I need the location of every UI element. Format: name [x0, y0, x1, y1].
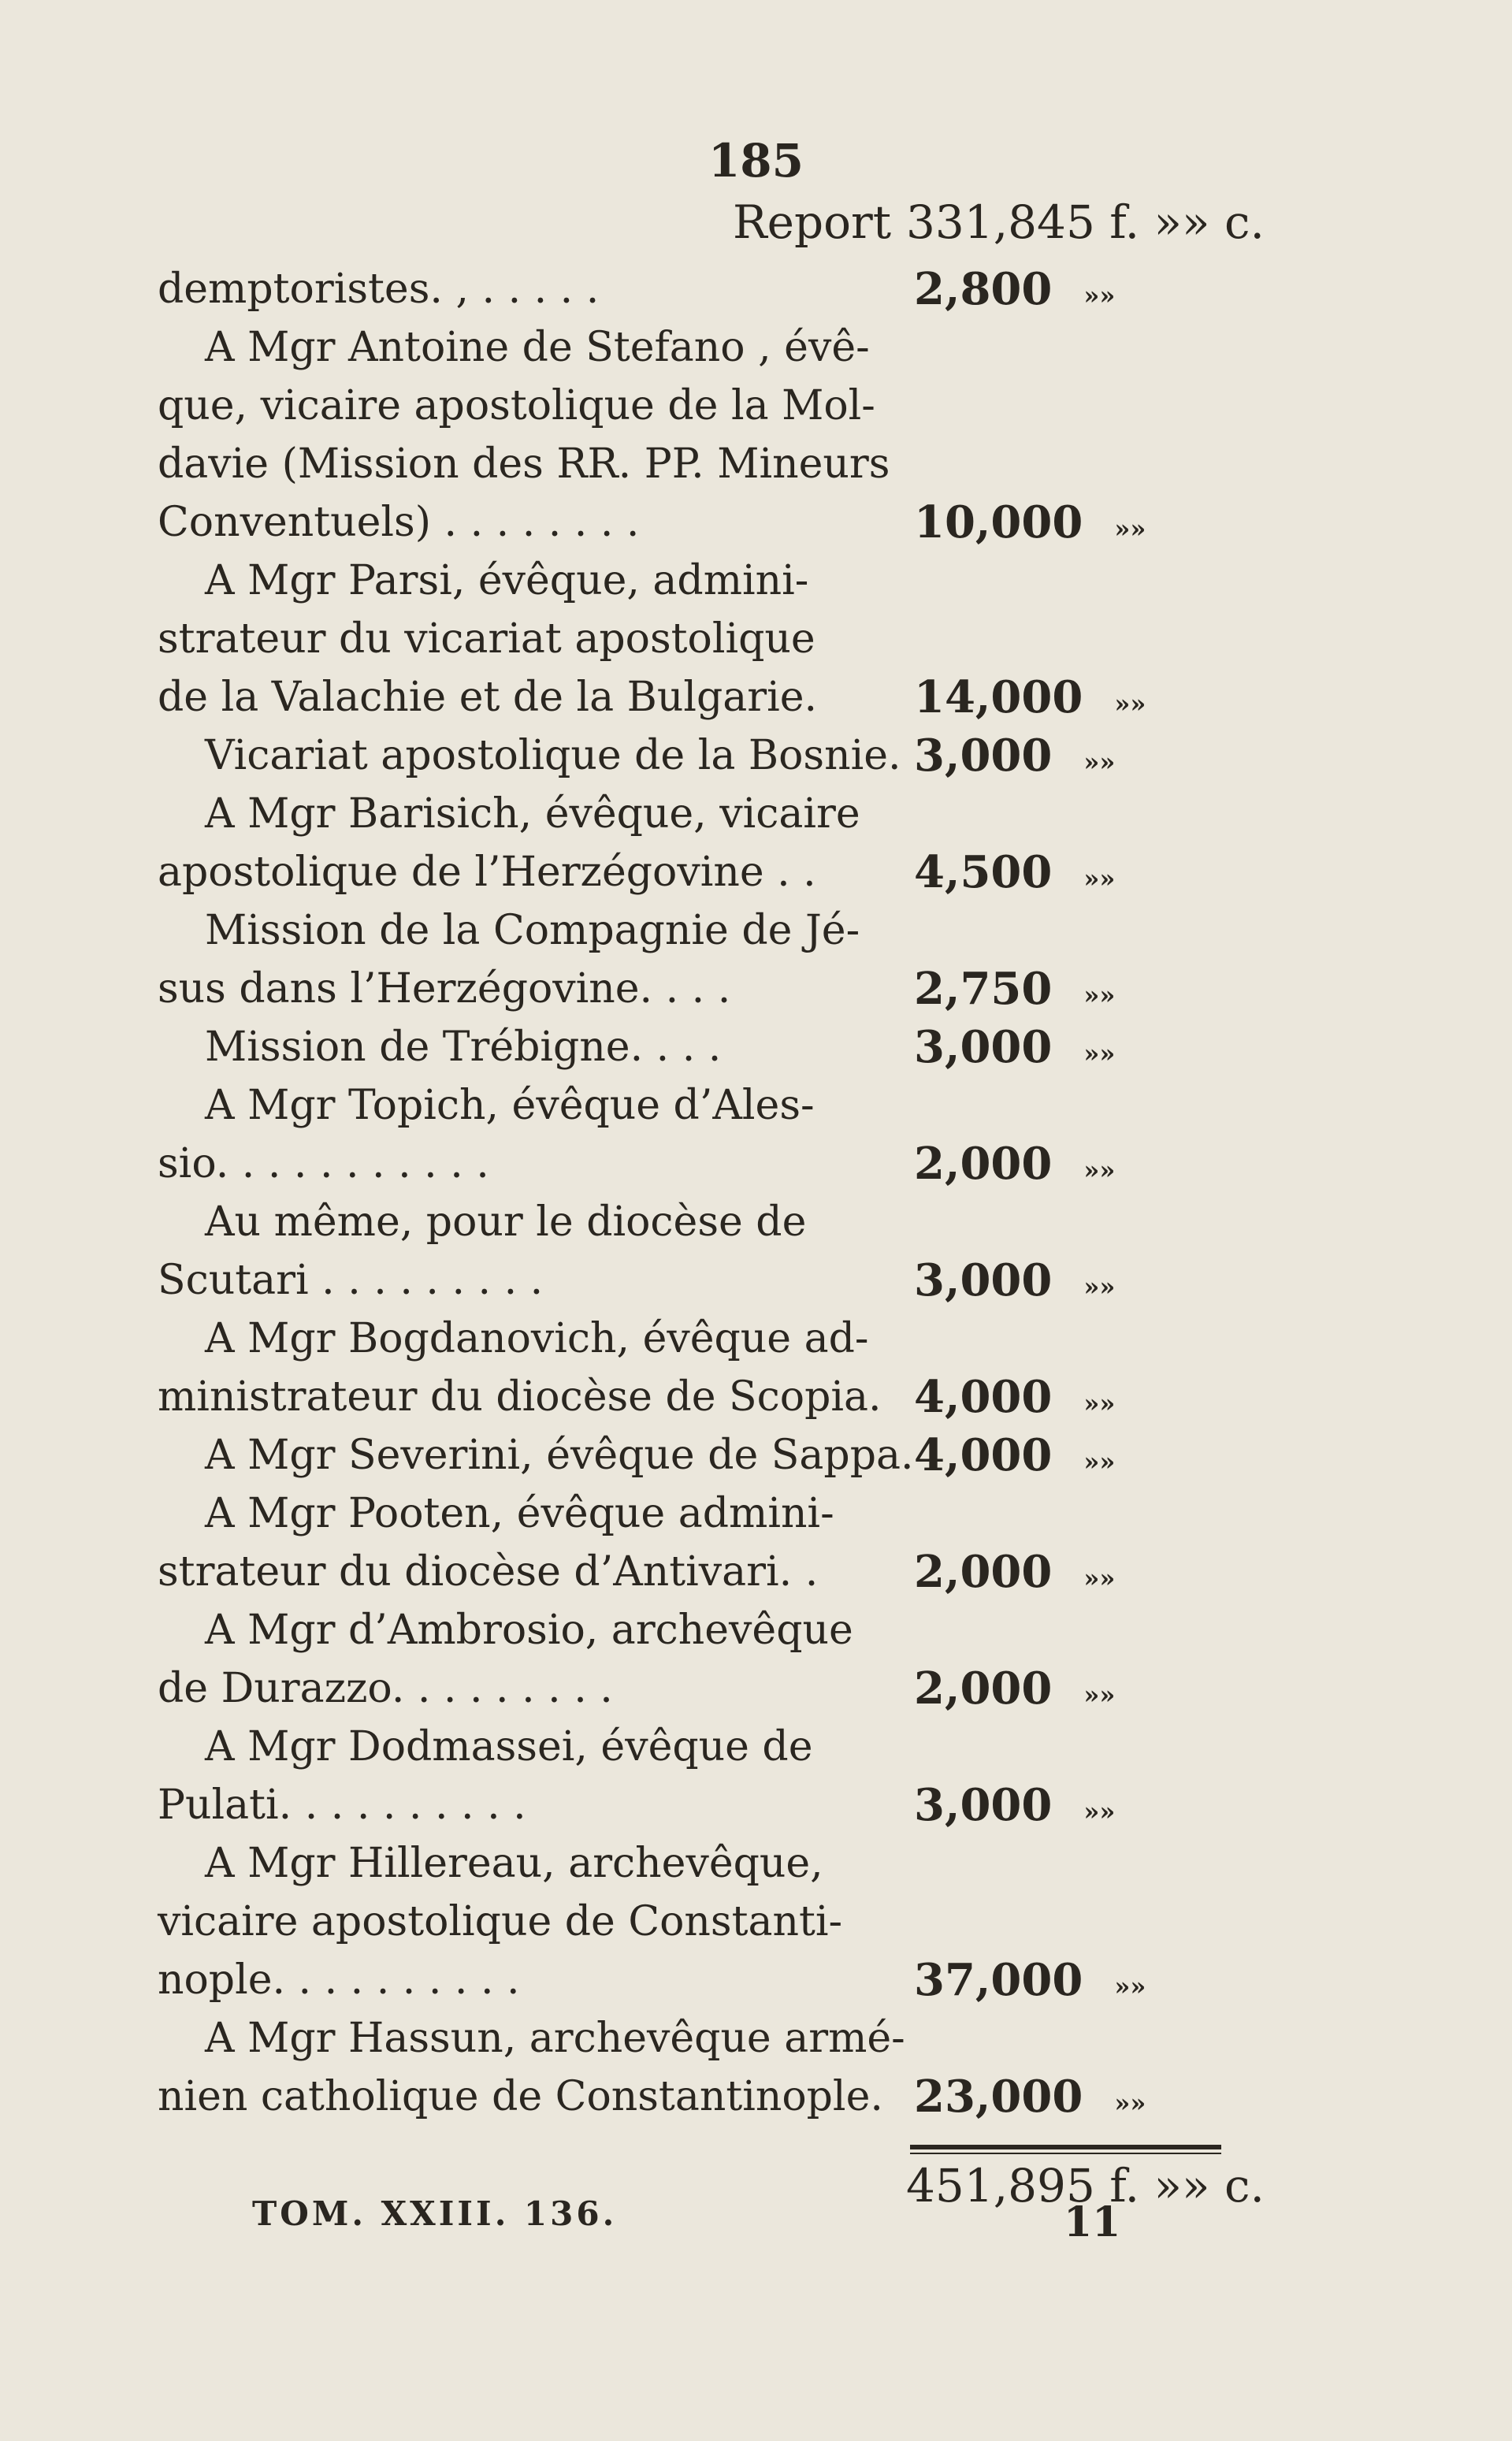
amount-value: 3,000: [914, 1779, 1053, 1831]
ledger-entry: [158, 901, 1221, 1018]
entry-text-line: demptoristes. , . . . . .: [158, 266, 600, 313]
amount-value: 3,000: [914, 730, 1053, 782]
amount-value: 2,750: [914, 963, 1053, 1015]
amount-suffix: »»: [1083, 1796, 1116, 1826]
grand-total: 451,895 f. »» c.: [906, 2159, 1265, 2213]
amount-suffix: »»: [1083, 1447, 1116, 1477]
entry-text-line: A Mgr Severini, évêque de Sappa.: [205, 1432, 914, 1479]
total-rule: [910, 2145, 1221, 2149]
entry-text-line: apostolique de l’Herzégovine . .: [158, 849, 816, 896]
signature-mark: [252, 2194, 617, 2233]
entry-text-line: A Mgr Hassun, archevêque armé-: [205, 2015, 905, 2062]
ledger-entry: [158, 1718, 1221, 1834]
amount-value: 3,000: [914, 1021, 1053, 1073]
amount-suffix: »»: [1083, 1388, 1116, 1418]
entry-text-line: ministrateur du diocèse de Scopia.: [158, 1373, 882, 1421]
entry-text-line: davie (Mission des RR. PP. Mineurs: [158, 440, 890, 488]
ledger-entry: [158, 1018, 1221, 1076]
entry-text-line: Scutari . . . . . . . . .: [158, 1257, 544, 1304]
carried-forward-row: [158, 195, 1265, 258]
entry-text-line: Pulati. . . . . . . . . .: [158, 1782, 526, 1829]
entry-amount: [914, 843, 1115, 901]
entry-amount: [914, 1135, 1115, 1193]
entry-amount: [914, 726, 1115, 785]
signature-text: TOM. XXIII. 136.: [252, 2194, 618, 2233]
entry-text-line: sus dans l’Herzégovine. . . .: [158, 965, 731, 1012]
amount-value: 10,000: [914, 496, 1083, 548]
amount-suffix: »»: [1083, 1272, 1116, 1302]
ledger-entry: [158, 1426, 1221, 1484]
amount-suffix: »»: [1083, 1563, 1116, 1593]
amount-suffix: »»: [1083, 1038, 1116, 1068]
entry-text-line: sio. . . . . . . . . . .: [158, 1140, 489, 1187]
entry-text-line: strateur du vicariat apostolique: [158, 615, 815, 663]
entry-amount: [914, 493, 1146, 552]
entry-text-line: A Mgr Antoine de Stefano , évê-: [205, 324, 870, 371]
amount-value: 3,000: [914, 1254, 1053, 1306]
entry-text-line: A Mgr Bogdanovich, évêque ad-: [205, 1315, 869, 1362]
amount-suffix: »»: [1083, 747, 1116, 777]
entry-text-line: nien catholique de Constantinople.: [158, 2073, 883, 2120]
entry-text-line: A Mgr d’Ambrosio, archevêque: [205, 1607, 853, 1654]
entry-amount: [914, 1251, 1115, 1310]
entry-amount: [914, 260, 1115, 318]
amount-value: 2,800: [914, 263, 1053, 315]
amount-suffix: »»: [1114, 2088, 1146, 2118]
entry-amount: [914, 1368, 1115, 1426]
entry-text-line: A Mgr Topich, évêque d’Ales-: [205, 1082, 815, 1129]
amount-value: 37,000: [914, 1954, 1083, 2006]
entry-text-line: de Durazzo. . . . . . . . .: [158, 1665, 613, 1712]
ledger-entry: [158, 726, 1221, 785]
amount-value: 2,000: [914, 1663, 1053, 1715]
ledger-entry: [158, 1310, 1221, 1426]
amount-suffix: »»: [1114, 689, 1146, 719]
report-label: Report: [733, 195, 892, 249]
entry-amount: [914, 1543, 1115, 1601]
amount-suffix: »»: [1083, 864, 1116, 894]
amount-value: 23,000: [914, 2071, 1083, 2123]
report-amount: 331,845 f. »» c.: [906, 195, 1265, 249]
ledger-entry: [158, 318, 1221, 552]
entry-text-line: Conventuels) . . . . . . . .: [158, 499, 640, 546]
amount-value: 2,000: [914, 1138, 1053, 1190]
amount-suffix: »»: [1114, 1971, 1146, 2001]
amount-value: 4,000: [914, 1429, 1053, 1481]
ledger-entry: [158, 260, 1221, 318]
amount-value: 14,000: [914, 671, 1083, 723]
entry-text-line: nople. . . . . . . . . .: [158, 1956, 520, 2004]
ledger-entry: [158, 1834, 1221, 2009]
ledger-entry: [158, 1193, 1221, 1310]
entry-text-line: A Mgr Barisich, évêque, vicaire: [205, 790, 860, 838]
total-rule-thin: [910, 2153, 1221, 2154]
entry-text-line: Mission de Trébigne. . . .: [205, 1024, 722, 1071]
amount-suffix: »»: [1083, 281, 1116, 310]
amount-value: 4,500: [914, 846, 1053, 898]
entry-amount: [914, 960, 1115, 1018]
ledger-entry: [158, 1484, 1221, 1601]
entry-text-line: A Mgr Dodmassei, évêque de: [205, 1723, 813, 1770]
amount-suffix: »»: [1114, 514, 1146, 544]
entry-text-line: Mission de la Compagnie de Jé-: [205, 907, 860, 954]
ledger-entry: [158, 1601, 1221, 1718]
entry-text-line: A Mgr Parsi, évêque, admini-: [205, 557, 809, 604]
amount-value: 4,000: [914, 1371, 1053, 1423]
ledger-entry: [158, 552, 1221, 726]
entry-amount: [914, 1776, 1115, 1834]
entry-amount: [914, 1426, 1115, 1484]
entry-text-line: Vicariat apostolique de la Bosnie.: [205, 732, 901, 779]
amount-value: 2,000: [914, 1546, 1053, 1598]
entry-amount: [914, 1018, 1115, 1076]
entry-text-line: de la Valachie et de la Bulgarie.: [158, 674, 818, 721]
entry-amount: [914, 2068, 1146, 2126]
entry-amount: [914, 668, 1146, 726]
ledger-entry: [158, 2009, 1221, 2126]
amount-suffix: »»: [1083, 980, 1116, 1010]
entry-amount: [914, 1951, 1146, 2009]
ledger-entry: [158, 1076, 1221, 1193]
amount-suffix: »»: [1083, 1680, 1116, 1710]
entry-text-line: que, vicaire apostolique de la Mol-: [158, 382, 875, 429]
page-number: 185: [708, 134, 804, 188]
sheet-number: 11: [1064, 2198, 1121, 2246]
entry-amount: [914, 1659, 1115, 1718]
entry-text-line: A Mgr Pooten, évêque admini-: [205, 1490, 834, 1537]
ledger-entries: [158, 260, 1221, 2126]
entry-text-line: vicaire apostolique de Constanti-: [158, 1898, 843, 1945]
entry-text-line: Au même, pour le diocèse de: [205, 1198, 807, 1246]
ledger-entry: [158, 785, 1221, 901]
entry-text-line: A Mgr Hillereau, archevêque,: [205, 1840, 823, 1887]
entry-text-line: strateur du diocèse d’Antivari. .: [158, 1548, 819, 1596]
amount-suffix: »»: [1083, 1155, 1116, 1185]
